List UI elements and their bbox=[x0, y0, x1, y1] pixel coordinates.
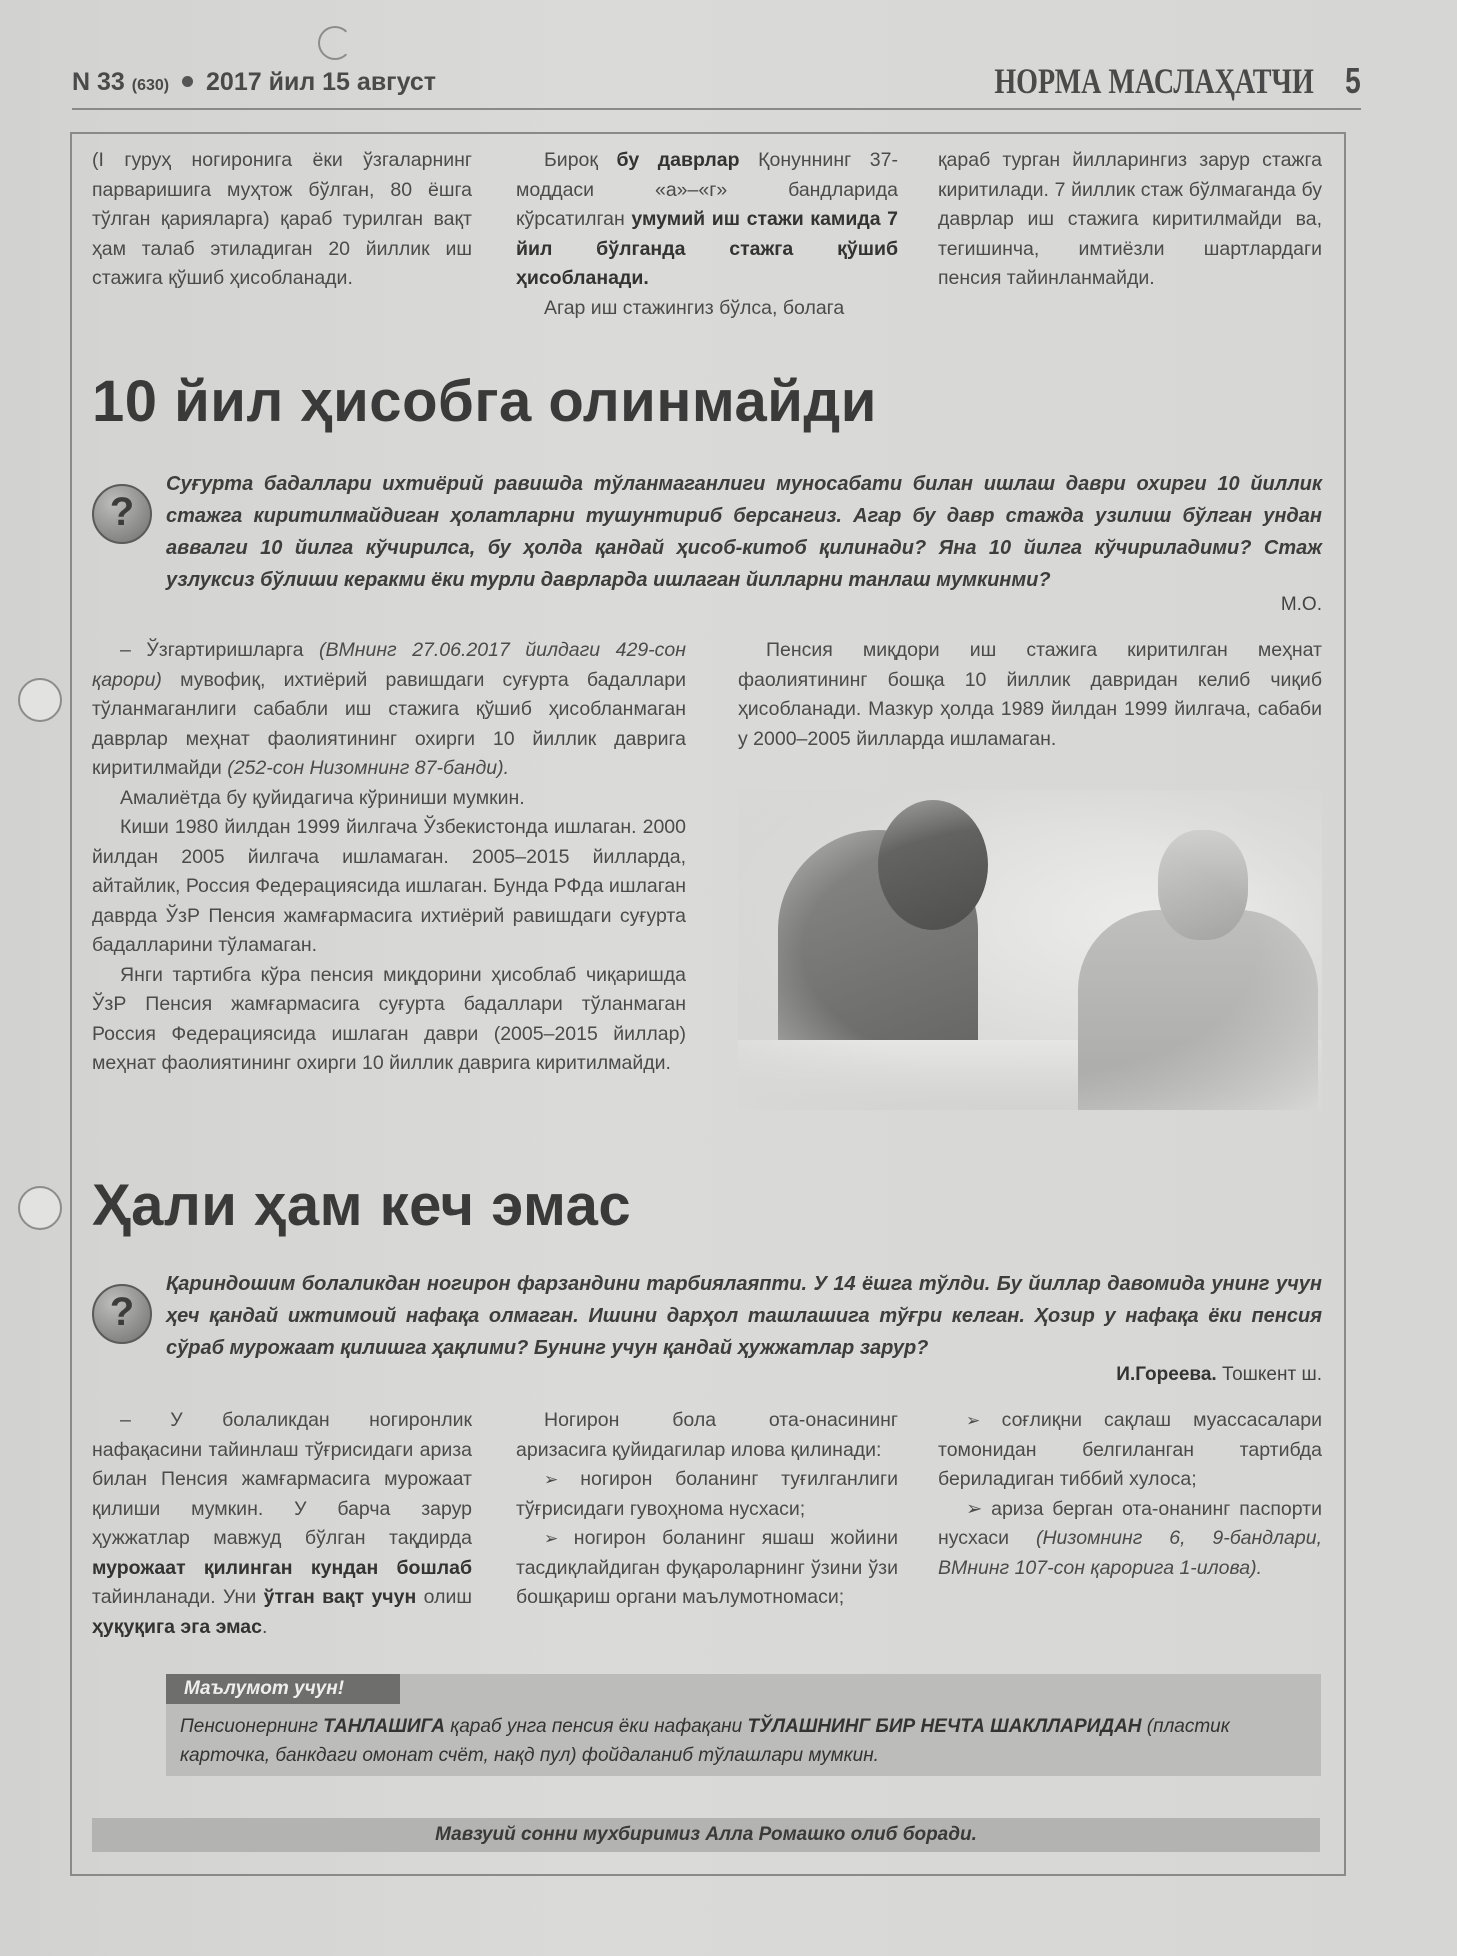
binder-ring-mark bbox=[318, 26, 352, 60]
text-run: (пластик карточка, банкдаги омонат счёт, нақд пул) фойдаланиб тўлашлари мумкин. bbox=[180, 1716, 1230, 1766]
text-run: – У болаликдан ногиронлик нафақасини тайинлаш тўғрисидаги ариза билан Пенсия жамғармасига мурожаат қилиши мумкин. У барча зарур ҳужжатлар мавжуд бўлган тақдирда bbox=[92, 1409, 472, 1549]
article1-answer-p1 bbox=[92, 636, 686, 784]
page-number: 5 bbox=[1345, 60, 1361, 101]
text-run: . bbox=[261, 1615, 268, 1638]
article2-answer-p1 bbox=[92, 1406, 472, 1642]
article2-list-item: ➢ ногирон боланинг туғилганлиги тўғрисидаги гувоҳнома нусхаси; bbox=[516, 1465, 898, 1524]
article2-column-3 bbox=[938, 1406, 1322, 1583]
issue-number: N 33 bbox=[72, 68, 125, 96]
issue-info bbox=[72, 68, 436, 97]
article1-answer-p2: Амалиётда бу қуйидагича кўриниши мумкин. bbox=[120, 786, 525, 809]
article1-author: М.О. bbox=[1280, 594, 1322, 615]
punch-hole bbox=[18, 678, 62, 722]
header-rule bbox=[72, 108, 1361, 110]
text-run-bold: ўтган вақт учун bbox=[263, 1586, 417, 1608]
text-run-bold: умумий иш стажи камида 7 йил бўлганда стажга қўшиб ҳисобланади. bbox=[516, 208, 899, 289]
info-box-title: Маълумот учун! bbox=[166, 1674, 400, 1704]
top-col3-text: қараб турган йилларингиз зарур стажга киритилади. 7 йиллик стаж бўлмаганда бу даврлар иш стажига киритилмайди ва, тегишинча, имтиёзли шартлардаги пенсия тайинланмайди. bbox=[938, 149, 1322, 289]
text-run-bold: ҳуқуқига эга эмас bbox=[92, 1615, 262, 1638]
text-run: олиш bbox=[416, 1586, 472, 1608]
bullet-dot bbox=[182, 76, 193, 87]
issue-date: 2017 йил 15 август bbox=[206, 68, 437, 96]
top-column-1 bbox=[92, 146, 472, 294]
article2-headline: Ҳали ҳам кеч эмас bbox=[92, 1173, 632, 1238]
text-run-italic: (ВМнинг 27.06.2017 йилдаги 429-сон қарори) bbox=[92, 639, 686, 691]
photo-vignette bbox=[738, 790, 1322, 1110]
text-run: тайинланади. Уни bbox=[92, 1586, 264, 1608]
article2-question: Қариндошим болаликдан ногирон фарзандини тарбиялаяпти. У 14 ёшга тўлди. Бу йиллар давомида унинг учун ҳеч қандай ижтимоий нафақа олмаган. Ишини дарҳол ташлашига тўғри келган. Ҳозир у нафақа ёки пенсия сўраб мурожаат қилишга ҳақлими? Бунинг учун қандай ҳужжатлар зарур? bbox=[166, 1273, 1322, 1359]
article2-author-line bbox=[1116, 1364, 1322, 1386]
article2-list-intro: Ногирон бола ота-онасининг аризасига қуйидагилар илова қилинади: bbox=[516, 1409, 898, 1461]
top-col1-text: (I гуруҳ ногиронига ёки ўзгаларнинг парваришига муҳтож бўлган, 80 ёшга тўлган қарияларга) қараб турилган вақт ҳам талаб этиладиган 20 йиллик иш стажига қўшиб ҳисобланади. bbox=[92, 149, 472, 289]
article2-city: Тошкент ш. bbox=[1221, 1364, 1322, 1385]
article1-right-column bbox=[738, 636, 1322, 754]
text-run-bold: ТАНЛАШИГА bbox=[323, 1716, 445, 1737]
article2-list-item: ➢ соғлиқни сақлаш муассасалари томонидан белгиланган тартибда бериладиган тиббий хулоса; bbox=[938, 1406, 1322, 1495]
article1-answer-right: Пенсия миқдори иш стажига киритилган меҳнат фаолиятининг бошқа 10 йиллик давридан келиб чиқиб ҳисобланади. Мазкур ҳолда 1989 йилдан 1999 йилгача, сабаби у 2000–2005 йилларда ишламаган. bbox=[738, 639, 1322, 750]
text-run-italic: (Низомнинг 6, 9-бандлари, ВМнинг 107-сон қарорига 1-илова). bbox=[938, 1527, 1322, 1579]
info-box-text bbox=[180, 1712, 1307, 1770]
article2-column-2 bbox=[516, 1406, 898, 1613]
article1-left-column bbox=[92, 636, 686, 1079]
question-icon: ? bbox=[92, 1284, 152, 1344]
text-run: ариза берган ота-онанинг паспорти нусхаси bbox=[938, 1497, 1322, 1549]
article1-answer-p3: Киши 1980 йилдан 1999 йилгача Ўзбекистонда ишлаган. 2000 йилдан 2005 йилгача ишламаган. 2005–2015 йилларда, айтайлик, Россия Федерациясида ишлаган. Бунда РФда ишлаган даврда ЎзР Пенсия жамғармасига ихтиёрий равишдаги суғурта бадалларини тўламаган. bbox=[92, 816, 686, 956]
article2-author: И.Гореева. bbox=[1116, 1364, 1217, 1385]
publication-title: НОРМА МАСЛАҲАТЧИ bbox=[994, 61, 1315, 101]
top-column-3 bbox=[938, 146, 1322, 294]
text-run: Қонуннинг 37-моддаси «а»–«г» бандларида кўрсатилган bbox=[516, 149, 898, 230]
text-run: Пенсионернинг bbox=[180, 1716, 324, 1737]
arrow-bullet-icon: ➢ bbox=[966, 1497, 992, 1520]
top-col2-paragraph-2: Агар иш стажингиз бўлса, болага bbox=[544, 296, 845, 319]
text-run: – Ўзгартиришларга bbox=[120, 639, 319, 661]
article2-list-item bbox=[938, 1495, 1322, 1584]
text-run: қараб унга пенсия ёки нафақани bbox=[444, 1716, 748, 1737]
text-run-bold: бу даврлар bbox=[616, 149, 740, 171]
text-run-bold: ТЎЛАШНИНГ БИР НЕЧТА ШАКЛЛАРИДАН bbox=[747, 1716, 1142, 1737]
question-icon: ? bbox=[92, 484, 152, 544]
info-box bbox=[166, 1674, 1321, 1776]
text-run-italic: (252-сон Низомнинг 87-банди). bbox=[227, 757, 510, 779]
page-header bbox=[72, 60, 1361, 104]
article1-answer-p4: Янги тартибга кўра пенсия миқдорини ҳисоблаб чиқаришда ЎзР Пенсия жамғармасига суғурта бадаллари тўланмаган Россия Федерациясида ишлаган даври (2005–2015 йиллар) меҳнат фаолиятининг охирги 10 йиллик даврига киритилмайди. bbox=[92, 963, 686, 1074]
masthead bbox=[995, 60, 1361, 102]
article1-question: Суғурта бадаллари ихтиёрий равишда тўланмаганлиги муносабати билан ишлаш даври охирги 10 йиллик стажга киритилмайдиган ҳолатларни тушунтириб берсангиз. Агар бу давр стажда узилиш бўлган ундан аввалги 10 йилга кўчирилса, бу ҳолда қандай ҳисоб-китоб қилинади? Яна 10 йилга кўчириладими? Стаж узлуксиз бўлиши керакми ёки турли даврларда ишлаган йилларни танлаш мумкинми? bbox=[166, 473, 1322, 591]
text-run-bold: мурожаат қилинган кундан бошлаб bbox=[92, 1556, 472, 1579]
article1-photo bbox=[738, 790, 1322, 1110]
top-col2-paragraph bbox=[516, 146, 898, 294]
editor-credit: Мавзуий сонни мухбиримиз Алла Ромашко олиб боради. bbox=[92, 1818, 1320, 1852]
top-column-2 bbox=[516, 146, 898, 323]
article2-list-item: ➢ ногирон боланинг яшаш жойини тасдиқлайдиган фуқароларнинг ўзини ўзи бошқариш органи маълумотномаси; bbox=[516, 1524, 898, 1613]
punch-hole bbox=[18, 1186, 62, 1230]
article2-column-1 bbox=[92, 1406, 472, 1642]
text-run: Бироқ bbox=[544, 149, 617, 171]
issue-serial: (630) bbox=[131, 77, 170, 94]
text-run: мувофиқ, ихтиёрий равишдаги суғурта бадаллари тўланмаганлиги сабабли иш стажига қўшиб ҳисобланмаган даврлар меҳнат фаолиятининг охирги 10 йиллик даврига киритилмайди bbox=[92, 668, 686, 779]
article1-headline: 10 йил ҳисобга олинмайди bbox=[92, 369, 877, 434]
